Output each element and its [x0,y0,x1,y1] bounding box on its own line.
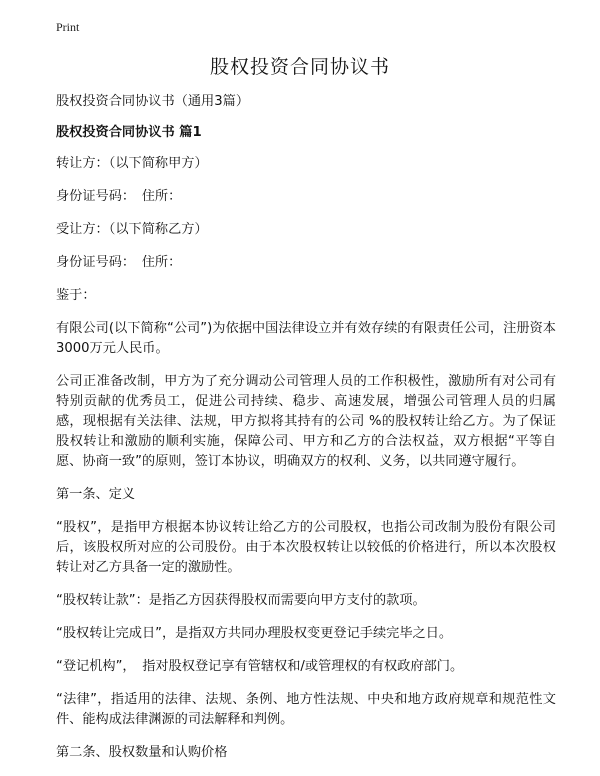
definition-law: “法律”，指适用的法律、法规、条例、地方性法规、中央和地方政府规章和规范性文件、能构成法律渊源的司法解释和判例。 [56,692,556,727]
definition-registration-authority: “登记机构”， 指对股权登记享有管辖权和/或管理权的有权政府部门。 [56,659,464,674]
background-paragraph: 公司正准备改制，甲方为了充分调动公司管理人员的工作积极性，激励所有对公司有特别贡献的优秀员工，促进公司持续、稳步、高速发展，增强公司管理人员的归属感，现根据有关法律、法规，甲方拟将其持有的公司 %的股权转让给乙方。为了保证股权转让和激励的顺利实施，保障公司、甲方和乙方的合法权益，双方根据“平等自愿、协商一致”的原则，签订本协议，明确双方的权利、义务，以共同遵守履行。 [56,374,556,469]
definition-transfer-payment: “股权转让款”：是指乙方因获得股权而需要向甲方支付的款项。 [56,593,426,608]
transferee-id-line: 身份证号码： 住所： [56,255,182,270]
document-title: 股权投资合同协议书 [209,56,390,78]
whereas-line: 鉴于： [56,288,96,303]
transferor-line: 转让方：（以下简称甲方） [56,156,208,171]
print-link[interactable]: Print [56,20,80,34]
section-heading: 股权投资合同协议书 篇1 [56,125,202,140]
document-body [56,92,556,776]
transferee-line: 受让方：（以下简称乙方） [56,222,208,237]
article-1-heading: 第一条、定义 [56,487,136,502]
definition-completion-date: “股权转让完成日”，是指双方共同办理股权变更登记手续完毕之日。 [56,626,453,641]
article-2-heading: 第二条、股权数量和认购价格 [56,745,228,760]
definition-equity: “股权”，是指甲方根据本协议转让给乙方的公司股权，也指公司改制为股份有限公司后，该股权所对应的公司股份。由于本次股权转让以较低的价格进行，所以本次股权转让对乙方具备一定的激励性。 [56,520,556,575]
transferor-id-line: 身份证号码： 住所： [56,189,182,204]
document-subtitle: 股权投资合同协议书（通用3篇） [56,94,250,109]
company-paragraph: 有限公司(以下简称“公司”)为依据中国法律设立并有效存续的有限责任公司，注册资本3000万元人民币。 [56,321,556,356]
